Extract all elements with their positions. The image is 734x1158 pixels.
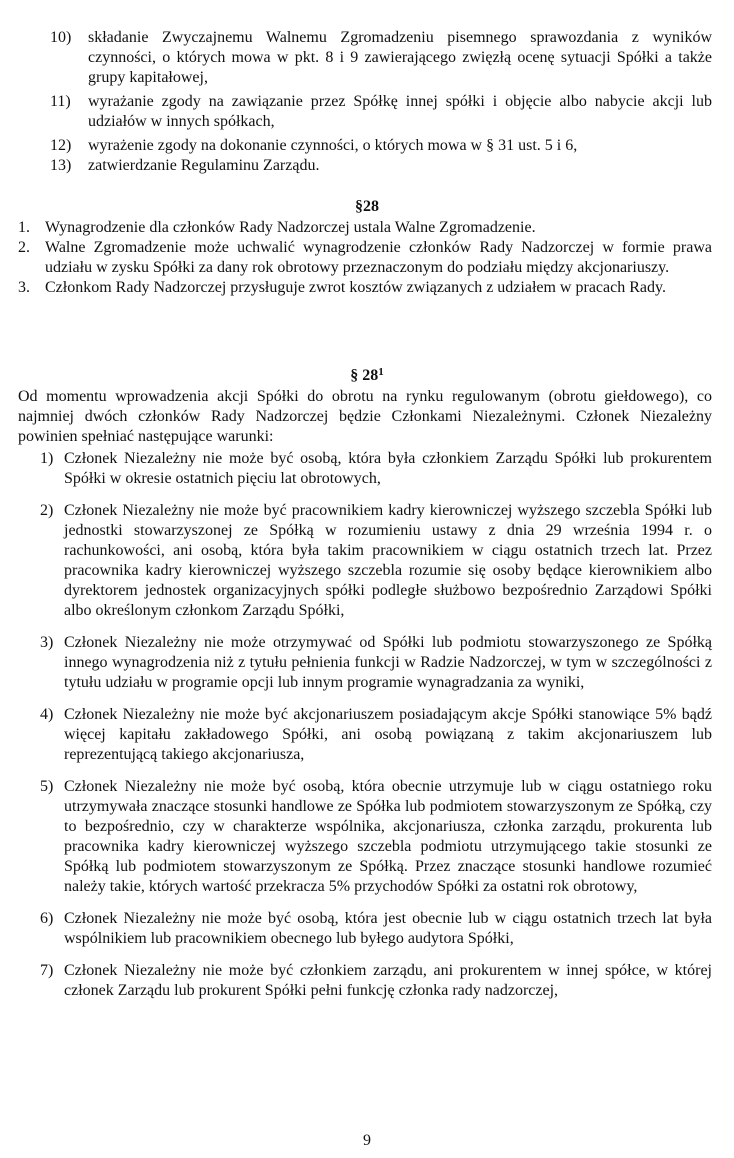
list-item-text: wyrażanie zgody na zawiązanie przez Spółkę innej spółki i objęcie albo nabycie akcji lub udziałów w innych spółkach, xyxy=(88,93,712,130)
list-item xyxy=(40,449,712,489)
list-item-text: Członek Niezależny nie może być osobą, która obecnie utrzymuje lub w ciągu ostatniego roku utrzymywała znaczące stosunki handlowe ze Spółka lub podmiotem stowarzyszonym ze Spółką, czy to bezpośrednio, czy w charakterze wspólnika, akcjonariusza, członka zarządu, prokurenta lub pracownika kadry kierowniczej wyższego szczebla podmiotu utrzymującego takie stosunki ze Spółką lub podmiotem stowarzyszonym ze Spółką. Przez znaczące stosunki handlowe rozumieć należy takie, których wartość przekracza 5% przychodów Spółki za ostatni rok obrotowy, xyxy=(64,778,712,895)
section-heading xyxy=(0,366,734,386)
list-item xyxy=(18,218,712,238)
list-item-text: Członek Niezależny nie może otrzymywać od Spółki lub podmiotu stowarzyszonego ze Spółką innego wynagrodzenia niż z tytułu pełnienia funkcji w Radzie Nadzorczej, w tym w szczególności z tytułu udziału w programie opcji lub innym programie wynagradzania za wyniki, xyxy=(64,634,712,691)
list-item-number: 3) xyxy=(40,634,54,651)
section-heading-text: § 28 xyxy=(350,367,379,384)
list-item-text: Członek Niezależny nie może być członkiem zarządu, ani prokurentem w innej spółce, w której członek Zarządu lub prokurent Spółki pełni funkcję członka rady nadzorczej, xyxy=(64,962,712,999)
list-item-number: 13) xyxy=(50,157,72,174)
list-item xyxy=(50,156,712,176)
list-item xyxy=(40,777,712,897)
top-list xyxy=(50,28,712,176)
list-item xyxy=(40,633,712,693)
list-item-text: składanie Zwyczajnemu Walnemu Zgromadzeniu pisemnego sprawozdania z wyników czynności, o których mowa w pkt. 8 i 9 zawierającego zwięzłą ocenę sytuacji Spółki a także grupy kapitałowej, xyxy=(88,29,712,86)
list-item xyxy=(40,501,712,621)
list-item-text: Członek Niezależny nie może być akcjonariuszem posiadającym akcje Spółki stanowiące 5% bądź więcej kapitału zakładowego Spółki, ani osobą powiązaną z takim akcjonariuszem lub reprezentującą takiego akcjonariusza, xyxy=(64,706,712,763)
list-item xyxy=(40,961,712,1001)
section-28-1-list xyxy=(40,449,712,1001)
list-item xyxy=(18,278,712,298)
list-item-text: Członek Niezależny nie może być osobą, która była członkiem Zarządu Spółki lub prokurentem Spółki w okresie ostatnich pięciu lat obrotowych, xyxy=(64,450,712,487)
list-item-text: Członek Niezależny nie może być osobą, która jest obecnie lub w ciągu ostatnich trzech lat była wspólnikiem lub pracownikiem obecnego lub byłego audytora Spółki, xyxy=(64,910,712,947)
list-item-number: 10) xyxy=(50,29,72,46)
list-item-number: 6) xyxy=(40,910,54,927)
list-item-text: wyrażenie zgody na dokonanie czynności, o których mowa w § 31 ust. 5 i 6, xyxy=(88,137,578,154)
list-item-text: zatwierdzanie Regulaminu Zarządu. xyxy=(88,157,320,174)
list-item-number: 7) xyxy=(40,962,54,979)
list-item-text: Członek Niezależny nie może być pracownikiem kadry kierowniczej wyższego szczebla Spółki lub jednostki stowarzyszonej ze Spółką w rozumieniu ustawy z dnia 29 września 1994 r. o rachunkowości, ani osobą, która była takim pracownikiem w ciągu ostatnich trzech lat. Przez pracownika kadry kierowniczej wyższego szczebla rozumie się osoby będące kierownikiem albo dyrektorem jednostek organizacyjnych spółki podległe służbowo bezpośrednio Zarządowi Spółki albo określonym członkom Zarządu Spółki, xyxy=(64,502,712,619)
section-28-list xyxy=(18,218,712,298)
list-item-number: 5) xyxy=(40,778,54,795)
list-item xyxy=(18,238,712,278)
section-intro: Od momentu wprowadzenia akcji Spółki do obrotu na rynku regulowanym (obrotu giełdowego), co najmniej dwóch członków Rady Nadzorczej będzie Członkami Niezależnymi. Członek Niezależny powinien spełniać następujące warunki: xyxy=(18,388,712,445)
list-item xyxy=(40,705,712,765)
list-item-number: 1. xyxy=(18,219,30,236)
list-item-text: Walne Zgromadzenie może uchwalić wynagrodzenie członków Rady Nadzorczej w formie prawa udziału w zysku Spółki za dany rok obrotowy przeznaczonym do podziału między akcjonariuszy. xyxy=(45,239,712,276)
list-item-number: 12) xyxy=(50,137,72,154)
section-heading-superscript: 1 xyxy=(378,366,384,378)
list-item-number: 2) xyxy=(40,502,54,519)
list-item-number: 1) xyxy=(40,450,54,467)
page-number: 9 xyxy=(363,1132,371,1149)
list-item-number: 3. xyxy=(18,279,30,296)
list-item xyxy=(50,92,712,132)
list-item xyxy=(50,28,712,88)
list-item-number: 4) xyxy=(40,706,54,723)
list-item-number: 11) xyxy=(50,93,71,110)
list-item xyxy=(40,909,712,949)
section-heading: §28 xyxy=(355,198,379,215)
list-item xyxy=(50,136,712,156)
list-item-number: 2. xyxy=(18,239,30,256)
list-item-text: Członkom Rady Nadzorczej przysługuje zwrot kosztów związanych z udziałem w pracach Rady. xyxy=(45,279,666,296)
list-item-text: Wynagrodzenie dla członków Rady Nadzorczej ustala Walne Zgromadzenie. xyxy=(45,219,536,236)
